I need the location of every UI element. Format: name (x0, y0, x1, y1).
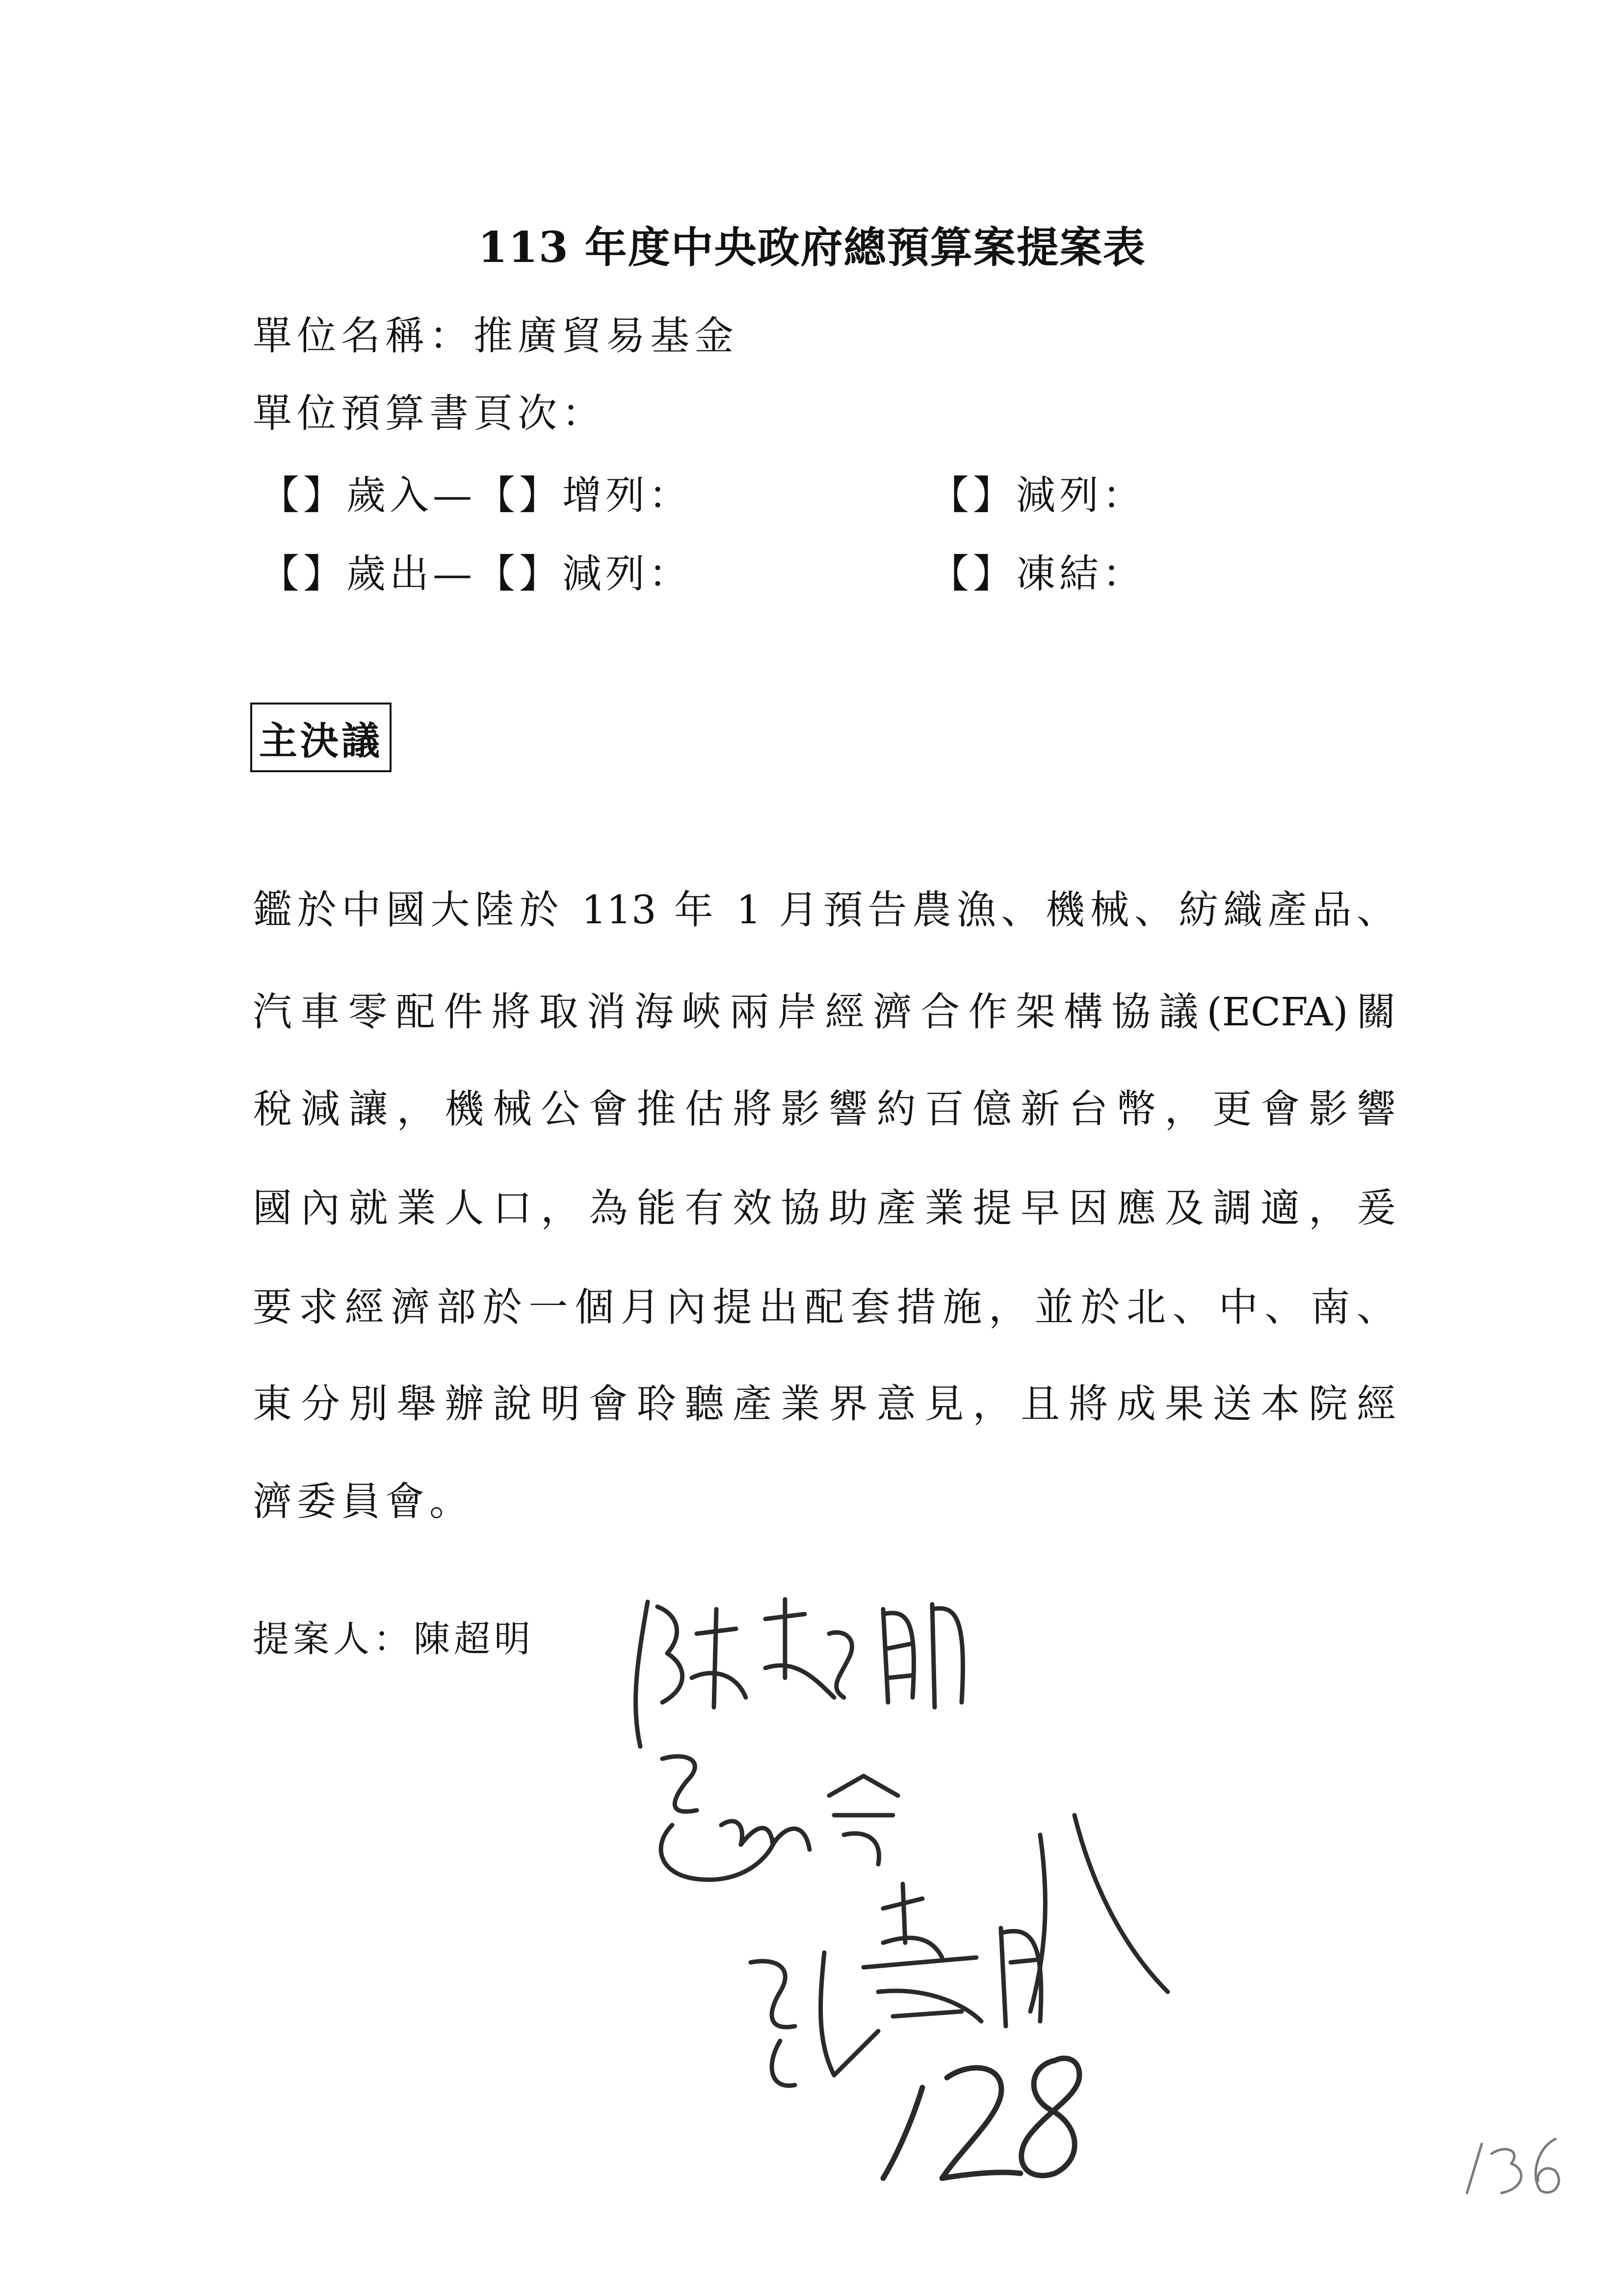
body-line: 鑑於中國大陸於 113 年 1 月預告農漁、機械、紡織產品、 (253, 887, 1396, 933)
revenue-increase-option: 【】歲入—【】增列： (260, 472, 692, 518)
budget-page-label: 單位預算書頁次： (253, 391, 606, 436)
body-line: 要求經濟部於一個月內提出配套措施，並於北、中、南、 (253, 1284, 1396, 1330)
signature-2 (661, 1756, 898, 1880)
signature-1 (636, 1599, 963, 1747)
handwritten-page-number-136 (1467, 2139, 1559, 2193)
body-line: 國內就業人口，為能有效協助產業提早因應及調適，爰 (253, 1185, 1396, 1231)
proposer-line: 提案人：陳超明 (253, 1618, 534, 1660)
unit-name: 單位名稱：推廣貿易基金 (253, 313, 738, 359)
body-line: 東分別舉辦說明會聆聽產業界意見，且將成果送本院經 (253, 1381, 1396, 1427)
document-title: 113 年度中央政府總預算案提案表 (478, 223, 1146, 272)
signature-3 (751, 1815, 1168, 2086)
expense-freeze-option: 【】凍結： (930, 551, 1146, 597)
body-line: 稅減讓，機械公會推估將影響約百億新台幣，更會影響 (253, 1086, 1396, 1132)
resolution-label: 主決議 (250, 703, 392, 772)
body-line: 濟委員會。 (253, 1479, 473, 1524)
body-line: 汽車零配件將取消海峽兩岸經濟合作架構協議(ECFA)關 (253, 989, 1396, 1035)
expense-decrease-option: 【】歲出—【】減列： (260, 551, 692, 597)
revenue-decrease-option: 【】減列： (930, 472, 1146, 518)
handwritten-number-128 (883, 2058, 1079, 2178)
